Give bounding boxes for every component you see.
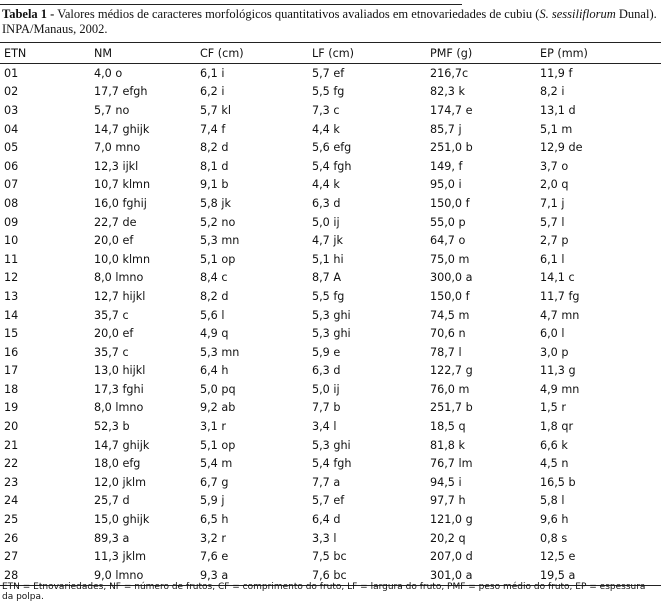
cell-ep: 12,5 e — [540, 550, 576, 564]
cell-etn: 21 — [4, 438, 19, 452]
cell-ep: 4,9 mn — [540, 382, 580, 396]
table-row — [0, 399, 661, 418]
cell-ep: 14,1 c — [540, 271, 575, 285]
cell-nm: 16,0 fghij — [94, 196, 147, 210]
cell-lf: 6,3 d — [312, 196, 341, 210]
cell-lf: 5,4 fgh — [312, 457, 352, 471]
cell-etn: 05 — [4, 141, 19, 155]
caption-text-end: Dunal). INPA/Manaus, 2002. — [2, 7, 657, 36]
cell-cf: 9,1 b — [200, 178, 229, 192]
cell-lf: 5,6 efg — [312, 141, 352, 155]
cell-etn: 17 — [4, 364, 19, 378]
cell-lf: 5,3 ghi — [312, 308, 351, 322]
header-ep: EP (mm) — [540, 46, 588, 60]
cell-ep: 19,5 a — [540, 568, 576, 582]
cell-ep: 11,7 fg — [540, 289, 580, 303]
cell-cf: 8,4 c — [200, 271, 228, 285]
table-row — [0, 138, 661, 157]
cell-nm: 10,7 klmn — [94, 178, 151, 192]
cell-ep: 8,2 i — [540, 85, 565, 99]
cell-etn: 11 — [4, 252, 19, 266]
cell-ep: 5,7 l — [540, 215, 565, 229]
cell-pmf: 64,7 o — [430, 234, 466, 248]
table-row — [0, 120, 661, 139]
cell-pmf: 81,8 k — [430, 438, 465, 452]
cell-pmf: 150,0 f — [430, 196, 470, 210]
cell-pmf: 74,5 m — [430, 308, 470, 322]
cell-ep: 3,7 o — [540, 159, 569, 173]
cell-etn: 13 — [4, 289, 19, 303]
cell-nm: 13,0 hijkl — [94, 364, 146, 378]
cell-pmf: 150,0 f — [430, 289, 470, 303]
cell-lf: 4,7 jk — [312, 234, 343, 248]
cell-nm: 15,0 ghijk — [94, 513, 150, 527]
cell-cf: 5,8 jk — [200, 196, 231, 210]
cell-cf: 5,7 kl — [200, 103, 231, 117]
cell-cf: 8,1 d — [200, 159, 229, 173]
cell-etn: 14 — [4, 308, 19, 322]
cell-pmf: 20,2 q — [430, 531, 466, 545]
cell-cf: 4,9 q — [200, 327, 229, 341]
table-row — [0, 529, 661, 548]
cell-lf: 3,4 l — [312, 420, 337, 434]
cell-etn: 08 — [4, 196, 19, 210]
cell-cf: 3,1 r — [200, 420, 226, 434]
cell-nm: 22,7 de — [94, 215, 137, 229]
table-row — [0, 83, 661, 102]
cell-nm: 18,0 efg — [94, 457, 141, 471]
cell-nm: 89,3 a — [94, 531, 130, 545]
cell-nm: 17,3 fghi — [94, 382, 144, 396]
cell-etn: 02 — [4, 85, 19, 99]
cell-nm: 12,3 ijkl — [94, 159, 139, 173]
caption-species: S. sessiliflorum — [539, 7, 616, 21]
cell-lf: 5,3 ghi — [312, 438, 351, 452]
cell-cf: 5,3 mn — [200, 345, 240, 359]
cell-cf: 6,4 h — [200, 364, 229, 378]
cell-ep: 11,3 g — [540, 364, 576, 378]
cell-cf: 7,6 e — [200, 550, 229, 564]
table-row — [0, 157, 661, 176]
cell-pmf: 95,0 i — [430, 178, 462, 192]
cell-lf: 8,7 A — [312, 271, 342, 285]
cell-lf: 5,5 fg — [312, 85, 345, 99]
table-row — [0, 362, 661, 381]
caption-label: Tabela 1 - — [2, 7, 55, 21]
table-row — [0, 64, 661, 83]
cell-pmf: 18,5 q — [430, 420, 466, 434]
table-row — [0, 194, 661, 213]
cell-lf: 7,3 c — [312, 103, 340, 117]
cell-cf: 6,5 h — [200, 513, 229, 527]
header-pmf: PMF (g) — [430, 46, 473, 60]
caption-text: Valores médios de caracteres morfológicos quantitativos avaliados em etnovariedades de cubiu ( — [54, 7, 540, 21]
table-row — [0, 287, 661, 306]
cell-pmf: 149, f — [430, 159, 463, 173]
cell-lf: 6,3 d — [312, 364, 341, 378]
data-table — [0, 42, 661, 586]
table-row — [0, 213, 661, 232]
cell-pmf: 301,0 a — [430, 568, 473, 582]
cell-nm: 10,0 klmn — [94, 252, 151, 266]
table-row — [0, 101, 661, 120]
cell-pmf: 251,0 b — [430, 141, 473, 155]
cell-pmf: 75,0 m — [430, 252, 470, 266]
cell-lf: 4,4 k — [312, 178, 340, 192]
table-row — [0, 269, 661, 288]
cell-etn: 09 — [4, 215, 19, 229]
cell-nm: 25,7 d — [94, 494, 130, 508]
cell-cf: 5,2 no — [200, 215, 236, 229]
cell-etn: 19 — [4, 401, 19, 415]
table-row — [0, 492, 661, 511]
cell-pmf: 122,7 g — [430, 364, 473, 378]
table-row — [0, 417, 661, 436]
cell-lf: 3,3 l — [312, 531, 337, 545]
cell-ep: 1,5 r — [540, 401, 566, 415]
cell-etn: 07 — [4, 178, 19, 192]
cell-lf: 4,4 k — [312, 122, 340, 136]
cell-etn: 01 — [4, 66, 19, 80]
cell-etn: 24 — [4, 494, 19, 508]
cell-cf: 6,7 g — [200, 475, 229, 489]
table-row — [0, 250, 661, 269]
cell-cf: 5,6 l — [200, 308, 225, 322]
cell-pmf: 85,7 j — [430, 122, 462, 136]
cell-ep: 3,0 p — [540, 345, 569, 359]
cell-lf: 5,5 fg — [312, 289, 345, 303]
cell-pmf: 300,0 a — [430, 271, 473, 285]
cell-etn: 28 — [4, 568, 19, 582]
cell-lf: 5,7 ef — [312, 66, 345, 80]
cell-pmf: 76,0 m — [430, 382, 470, 396]
cell-etn: 25 — [4, 513, 19, 527]
cell-ep: 6,6 k — [540, 438, 568, 452]
cell-nm: 8,0 lmno — [94, 401, 144, 415]
cell-nm: 17,7 efgh — [94, 85, 148, 99]
table-row — [0, 324, 661, 343]
table-row — [0, 473, 661, 492]
cell-nm: 35,7 c — [94, 308, 129, 322]
header-etn: ETN — [4, 46, 27, 60]
cell-ep: 2,0 q — [540, 178, 569, 192]
table-row — [0, 306, 661, 325]
cell-ep: 12,9 de — [540, 141, 583, 155]
cell-pmf: 82,3 k — [430, 85, 465, 99]
cell-lf: 7,5 bc — [312, 550, 347, 564]
cell-ep: 1,8 qr — [540, 420, 574, 434]
cell-cf: 3,2 r — [200, 531, 226, 545]
cell-etn: 04 — [4, 122, 19, 136]
cell-etn: 10 — [4, 234, 19, 248]
cell-ep: 9,6 h — [540, 513, 569, 527]
cell-nm: 14,7 ghijk — [94, 438, 150, 452]
cell-ep: 0,8 s — [540, 531, 568, 545]
cell-lf: 5,0 ij — [312, 215, 340, 229]
cell-lf: 5,0 ij — [312, 382, 340, 396]
cell-nm: 14,7 ghijk — [94, 122, 150, 136]
cell-pmf: 251,7 b — [430, 401, 473, 415]
header-row — [0, 43, 661, 64]
cell-cf: 6,2 i — [200, 85, 225, 99]
cell-ep: 4,5 n — [540, 457, 569, 471]
table-row — [0, 454, 661, 473]
cell-pmf: 121,0 g — [430, 513, 473, 527]
cell-pmf: 78,7 l — [430, 345, 462, 359]
cell-pmf: 55,0 p — [430, 215, 466, 229]
cell-ep: 2,7 p — [540, 234, 569, 248]
table-row — [0, 343, 661, 362]
table-body — [0, 64, 661, 586]
cell-ep: 5,1 m — [540, 122, 573, 136]
table-caption — [2, 7, 658, 37]
cell-nm: 20,0 ef — [94, 234, 134, 248]
cell-lf: 5,1 hi — [312, 252, 344, 266]
cell-etn: 18 — [4, 382, 19, 396]
cell-ep: 6,0 l — [540, 327, 565, 341]
cell-etn: 23 — [4, 475, 19, 489]
cell-etn: 16 — [4, 345, 19, 359]
table-row — [0, 380, 661, 399]
cell-nm: 35,7 c — [94, 345, 129, 359]
table-row — [0, 510, 661, 529]
cell-lf: 5,4 fgh — [312, 159, 352, 173]
cell-pmf: 97,7 h — [430, 494, 466, 508]
cell-cf: 9,3 a — [200, 568, 229, 582]
cell-pmf: 76,7 lm — [430, 457, 473, 471]
cell-ep: 16,5 b — [540, 475, 576, 489]
cell-pmf: 207,0 d — [430, 550, 473, 564]
table-row — [0, 547, 661, 566]
cell-pmf: 216,7c — [430, 66, 469, 80]
cell-ep: 7,1 j — [540, 196, 565, 210]
cell-ep: 6,1 l — [540, 252, 565, 266]
cell-ep: 5,8 l — [540, 494, 565, 508]
cell-cf: 5,9 j — [200, 494, 225, 508]
table-row — [0, 176, 661, 195]
cell-lf: 6,4 d — [312, 513, 341, 527]
header-nm: NM — [94, 46, 113, 60]
cell-nm: 12,0 jklm — [94, 475, 147, 489]
cell-nm: 9,0 lmno — [94, 568, 144, 582]
cell-etn: 06 — [4, 159, 19, 173]
cell-pmf: 174,7 e — [430, 103, 473, 117]
cell-etn: 22 — [4, 457, 19, 471]
cell-lf: 5,3 ghi — [312, 327, 351, 341]
cell-nm: 4,0 o — [94, 66, 123, 80]
cell-lf: 7,7 a — [312, 475, 341, 489]
cell-nm: 11,3 jklm — [94, 550, 147, 564]
cell-nm: 20,0 ef — [94, 327, 134, 341]
cell-nm: 7,0 mno — [94, 141, 141, 155]
cell-cf: 8,2 d — [200, 289, 229, 303]
header-cf: CF (cm) — [200, 46, 244, 60]
cell-etn: 20 — [4, 420, 19, 434]
cell-ep: 4,7 mn — [540, 308, 580, 322]
cell-cf: 7,4 f — [200, 122, 226, 136]
cell-etn: 12 — [4, 271, 19, 285]
cell-nm: 5,7 no — [94, 103, 130, 117]
cell-ep: 13,1 d — [540, 103, 576, 117]
cell-nm: 52,3 b — [94, 420, 130, 434]
cell-cf: 5,1 op — [200, 252, 236, 266]
cell-etn: 26 — [4, 531, 19, 545]
cell-cf: 5,3 mn — [200, 234, 240, 248]
cell-etn: 03 — [4, 103, 19, 117]
table-row — [0, 231, 661, 250]
cell-cf: 5,0 pq — [200, 382, 236, 396]
cell-pmf: 94,5 i — [430, 475, 462, 489]
cell-lf: 5,7 ef — [312, 494, 345, 508]
header-lf: LF (cm) — [312, 46, 355, 60]
cell-etn: 15 — [4, 327, 19, 341]
cell-lf: 7,7 b — [312, 401, 341, 415]
cell-cf: 5,4 m — [200, 457, 233, 471]
cell-pmf: 70,6 n — [430, 327, 466, 341]
cell-cf: 8,2 d — [200, 141, 229, 155]
top-rule — [0, 4, 462, 5]
cell-lf: 5,9 e — [312, 345, 341, 359]
cell-nm: 8,0 lmno — [94, 271, 144, 285]
cell-cf: 9,2 ab — [200, 401, 236, 415]
cell-etn: 27 — [4, 550, 19, 564]
cell-cf: 6,1 i — [200, 66, 225, 80]
table-row — [0, 436, 661, 455]
cell-ep: 11,9 f — [540, 66, 573, 80]
cell-nm: 12,7 hijkl — [94, 289, 146, 303]
footnote: ETN = Etnovariedades, NF = número de frutos, CF = comprimento do fruto, LF = largura do fruto, PMF = peso médio do fruto, EP = espessura da polpa. — [2, 582, 646, 602]
cell-lf: 7,6 bc — [312, 568, 347, 582]
cell-cf: 5,1 op — [200, 438, 236, 452]
